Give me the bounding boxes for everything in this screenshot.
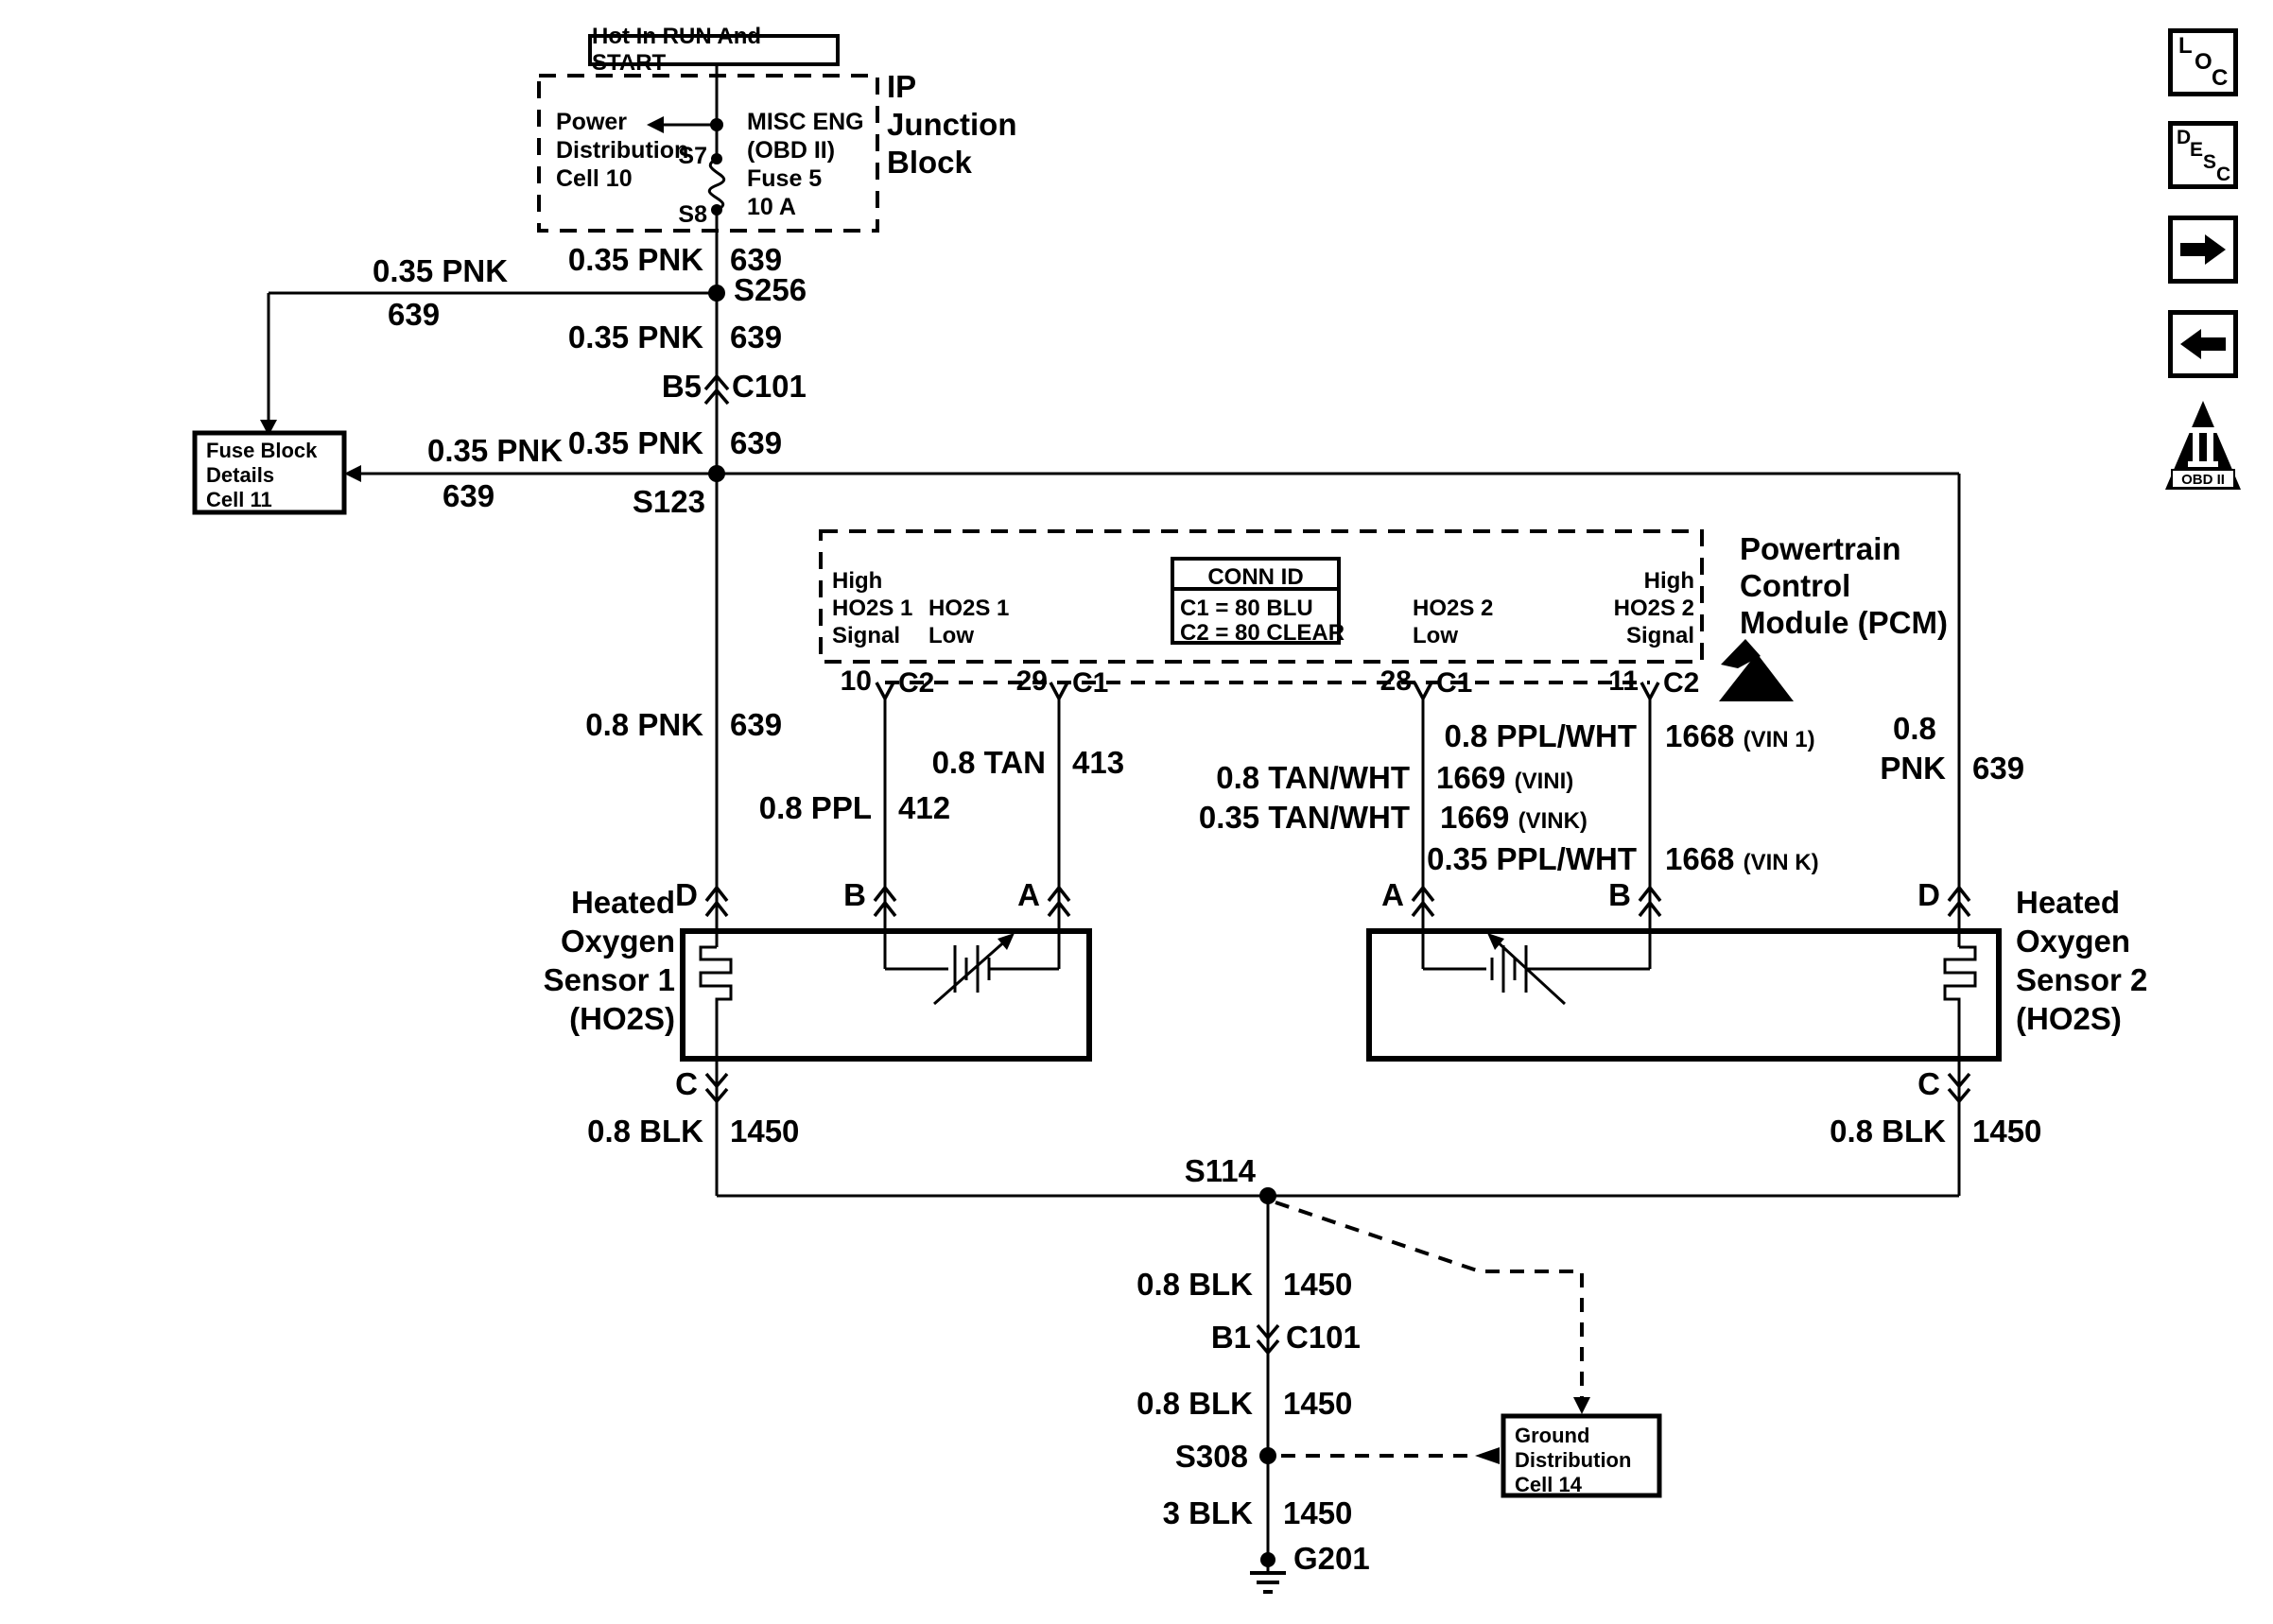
pcm-pin-connector: C2: [898, 667, 935, 699]
pcm-title-label: [1740, 530, 1948, 641]
pin-b5-label: B5: [661, 369, 702, 404]
splice-s8-label: S8: [678, 201, 707, 228]
pcm-pin-function-line: Low: [1413, 623, 1458, 648]
pcm-pin-number: 28: [1379, 665, 1412, 697]
pcm-title-line: Powertrain: [1740, 531, 1901, 566]
wire-label: 0.35 PNK: [373, 253, 509, 288]
wire-label: 0.8 TAN/WHT: [1216, 760, 1410, 795]
circuit-number: 639: [730, 707, 783, 742]
wire-label: 0.8 BLK: [1136, 1386, 1253, 1421]
ip-line: Block: [887, 145, 972, 180]
back-button[interactable]: [2168, 310, 2238, 378]
circuit-number: 639: [1972, 751, 2025, 786]
circuit-number: 1450: [1283, 1386, 1353, 1421]
next-button[interactable]: [2168, 216, 2238, 284]
connector-cup-icon: [1414, 682, 1431, 699]
pcm-pin-function-line: HO2S 1: [928, 596, 1010, 621]
esd-warning-icon: [1719, 639, 1794, 701]
ground-distribution-line: Distribution: [1515, 1448, 1632, 1472]
wire-label: 3 BLK: [1162, 1495, 1253, 1530]
pcm-pin-function-line: Signal: [832, 623, 901, 648]
connector-cup-icon: [876, 682, 894, 699]
wire-label: 0.8 TAN: [931, 745, 1046, 780]
pin-b1-label: B1: [1210, 1320, 1251, 1355]
sensing-element-icon: [1423, 933, 1650, 1004]
pcm-ho2s1-low-label: [928, 595, 1009, 649]
pin-letter: D: [1917, 877, 1940, 912]
loc-button[interactable]: [2168, 28, 2238, 96]
loc-letter: L: [2178, 33, 2193, 59]
power-distribution-line: Power: [556, 109, 628, 135]
circuit-number: 639: [388, 297, 441, 332]
pin-letter: C: [675, 1066, 698, 1101]
wire-label: PNK: [1880, 751, 1946, 786]
fuse-line: MISC ENG: [747, 109, 864, 135]
wire-label: 0.35 PNK: [567, 242, 703, 277]
splice-s256-label: S256: [734, 272, 807, 307]
splice-s308-label: S308: [1174, 1439, 1248, 1474]
vin-qualifier: (VINI): [1514, 769, 1574, 794]
wire-label: 0.8 BLK: [1830, 1114, 1946, 1149]
pcm-pin-number: 29: [1015, 665, 1048, 697]
pcm-pin-function-line: High: [832, 568, 883, 594]
splice-s123-label: S123: [632, 484, 705, 519]
sensing-element-icon: [885, 933, 1059, 1004]
wire-label: 0.35 PNK: [567, 425, 703, 460]
pcm-pin-function-line: HO2S 1: [832, 596, 913, 621]
ho2s2-label: [2016, 883, 2147, 1038]
ho2s1-line: Oxygen: [560, 924, 675, 959]
ho2s2-line: Heated: [2016, 885, 2121, 920]
conn-id-row: C1 = 80 BLU: [1180, 596, 1313, 621]
fuse-line: Fuse 5: [747, 165, 823, 192]
fuse-line: 10 A: [747, 194, 796, 220]
pcm-pin-function-line: HO2S 2: [1413, 596, 1494, 621]
ho2s2-graphic: [1369, 931, 1999, 1059]
pin-letter: C: [1917, 1066, 1940, 1101]
ground-distribution-label: [1515, 1424, 1631, 1497]
down-arrowhead-icon: [1573, 1397, 1590, 1414]
pin-letter: B: [843, 877, 866, 912]
pcm-high-ho2s1-signal-label: [832, 567, 912, 649]
power-distribution-line: Cell 10: [556, 165, 633, 192]
wire-label: 0.8 PPL/WHT: [1444, 718, 1637, 753]
ho2s2-line: Sensor 2: [2016, 962, 2148, 997]
circuit-number: [1440, 800, 1588, 839]
circuit-number: 1450: [1283, 1495, 1353, 1530]
fuse-icon: [709, 159, 723, 210]
circuit-number: 639: [730, 425, 783, 460]
left-arrow-icon: [2173, 315, 2233, 373]
ip-line: Junction: [887, 107, 1017, 142]
splice-s308-dot: [1259, 1447, 1276, 1464]
fuse-block-line: Details: [206, 463, 275, 487]
circuit-number: 413: [1072, 745, 1125, 780]
wire-label: 0.8 BLK: [1136, 1267, 1253, 1302]
circuit-number: [1665, 718, 1815, 758]
pcm-pin-connector: C2: [1663, 667, 1700, 699]
ho2s2-line: Oxygen: [2016, 924, 2131, 959]
circuit-number-value: 1668: [1665, 718, 1735, 753]
vin-qualifier: (VIN 1): [1743, 727, 1815, 752]
ho2s2-box: [1369, 931, 1999, 1059]
pcm-high-ho2s2-signal-label: [1614, 567, 1694, 649]
circuit-number: 1450: [730, 1114, 800, 1149]
circuit-number: [1665, 841, 1819, 881]
wire-label: 0.35 PNK: [427, 433, 564, 468]
pcm-ho2s2-low-label: [1413, 595, 1493, 649]
heater-element-icon: [701, 947, 731, 1016]
wire-label: 0.35 TAN/WHT: [1198, 800, 1410, 835]
pcm-pin-function-line: High: [1643, 568, 1694, 594]
wire-label: 0.8 PNK: [585, 707, 703, 742]
pin-letter: A: [1381, 877, 1404, 912]
ho2s1-line: Sensor 1: [543, 962, 675, 997]
ho2s1-label: [511, 883, 675, 1038]
conn-id-row: C2 = 80 CLEAR: [1180, 620, 1345, 646]
vin-qualifier: (VINK): [1518, 808, 1588, 834]
hot-in-run-banner: Hot In RUN And START: [588, 34, 840, 66]
connector-c101-label: C101: [1286, 1320, 1361, 1355]
wire-label: 0.8 PPL: [758, 790, 872, 825]
pin-letter: A: [1017, 877, 1040, 912]
desc-letter: S: [2203, 151, 2217, 173]
conn-id-header: CONN ID: [1207, 564, 1304, 590]
circuit-number: 639: [730, 242, 783, 277]
pin-letter: D: [675, 877, 698, 912]
circuit-number: 639: [730, 320, 783, 354]
pcm-pin-function-line: HO2S 2: [1613, 596, 1694, 621]
ip-junction-block-label: [887, 68, 1017, 181]
circuit-number: 1450: [1972, 1114, 2042, 1149]
circuit-number-value: 1669: [1440, 800, 1510, 835]
desc-letter: E: [2190, 139, 2204, 161]
ho2s1-line: Heated: [570, 885, 675, 920]
pcm-title-line: Module (PCM): [1740, 605, 1948, 640]
pcm-pin-number: 10: [840, 665, 872, 697]
loc-letter: O: [2195, 49, 2212, 75]
wire-label: 0.8 BLK: [587, 1114, 703, 1149]
ground-symbol-icon: [1250, 1552, 1286, 1592]
desc-letter: D: [2177, 127, 2192, 148]
fuse-line: (OBD II): [747, 137, 836, 164]
pcm-pin-connector: C1: [1072, 667, 1109, 699]
circuit-number: 1450: [1283, 1267, 1353, 1302]
pin-chevrons-up-icons: [706, 888, 1969, 916]
desc-letter: C: [2216, 164, 2231, 185]
connector-cup-icon: [1641, 682, 1658, 699]
loc-letter: C: [2212, 65, 2229, 91]
heater-element-icon: [1945, 947, 1975, 1016]
ho2s2-line: (HO2S): [2016, 1001, 2122, 1036]
splice-s114-label: S114: [1184, 1153, 1256, 1188]
pin-letter: B: [1608, 877, 1631, 912]
pcm-pin-function-line: Low: [928, 623, 974, 648]
obd2-label: OBD II: [2181, 472, 2225, 488]
fuse-block-details-label: [206, 439, 317, 512]
circuit-number: [1436, 760, 1573, 800]
pcm-pin-connector: C1: [1436, 667, 1473, 699]
ho2s1-line: (HO2S): [569, 1001, 675, 1036]
connector-c101-label: C101: [732, 369, 807, 404]
circuit-number-value: 1668: [1665, 841, 1735, 876]
left-arrowhead-icon: [1475, 1447, 1500, 1464]
fuse-block-line: Fuse Block: [206, 439, 318, 462]
splice-s7-label: S7: [678, 143, 707, 169]
wire-label: 0.35 PNK: [567, 320, 703, 354]
ip-line: IP: [887, 69, 917, 104]
ground-g201-label: G201: [1293, 1541, 1370, 1576]
fuse-5-label: [747, 108, 864, 221]
circuit-number: 639: [442, 478, 495, 513]
desc-button[interactable]: [2168, 121, 2238, 189]
ground-distribution-line: Ground: [1515, 1424, 1590, 1447]
pcm-title-line: Control: [1740, 568, 1851, 603]
circuit-number-value: 1669: [1436, 760, 1506, 795]
wire-label: 0.35 PPL/WHT: [1427, 841, 1637, 876]
right-arrow-icon: [2173, 220, 2233, 279]
left-arrowhead-icon: [344, 465, 361, 482]
ground-distribution-line: Cell 14: [1515, 1473, 1582, 1496]
power-distribution-label: [556, 108, 688, 193]
pcm-pin-function-line: Signal: [1625, 623, 1694, 648]
vin-qualifier: (VIN K): [1743, 850, 1819, 875]
power-distribution-line: Distribution: [556, 137, 689, 164]
wire-size: 0.8: [1893, 711, 1936, 746]
circuit-number: 412: [898, 790, 951, 825]
fuse-block-line: Cell 11: [206, 488, 272, 511]
connector-cup-icon: [1050, 682, 1067, 699]
pcm-pin-number: 11: [1608, 665, 1639, 697]
